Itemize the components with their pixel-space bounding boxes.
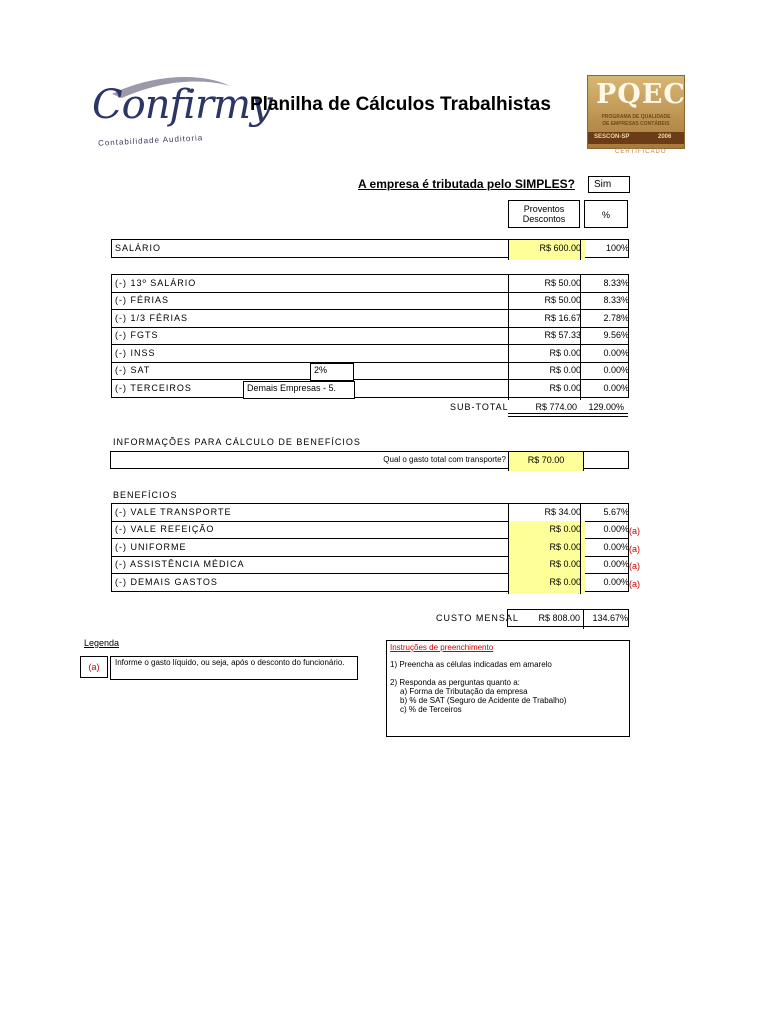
instructions-box <box>386 640 630 737</box>
salario-label: SALÁRIO <box>115 243 162 253</box>
row-value: R$ 50.00 <box>508 275 585 295</box>
logo-subtitle: Contabilidade Auditoria <box>97 133 204 148</box>
row-value-field[interactable]: R$ 0.00 <box>508 521 585 541</box>
table-row <box>112 574 628 591</box>
row-label: (-) VALE TRANSPORTE <box>115 507 232 517</box>
row-value: R$ 0.00 <box>508 380 585 400</box>
badge-panel <box>587 75 685 149</box>
instructions-step-2c: c) % de Terceiros <box>400 705 462 714</box>
info-section-title: INFORMAÇÕES PARA CÁLCULO DE BENEFÍCIOS <box>113 437 361 447</box>
table-row <box>112 556 628 574</box>
subtotal-percent: 129.00% <box>588 402 624 412</box>
row-value: R$ 57.33 <box>508 327 585 347</box>
footnote-tag: (a) <box>629 561 640 571</box>
simples-question: A empresa é tributada pelo SIMPLES? <box>358 177 575 191</box>
page-title: Planilha de Cálculos Trabalhistas <box>250 94 551 115</box>
footnote-tag: (a) <box>629 544 640 554</box>
row-label: (-) 1/3 FÉRIAS <box>115 313 189 323</box>
row-value: R$ 34.00 <box>508 504 585 524</box>
row-label: (-) UNIFORME <box>115 542 187 552</box>
table-row <box>112 292 628 310</box>
row-percent: 0.00% <box>580 362 639 382</box>
table-row <box>112 362 628 380</box>
badge-year: 2006 <box>658 134 672 140</box>
badge-bar <box>588 132 684 144</box>
transport-row <box>110 451 629 469</box>
table-row <box>112 345 628 363</box>
table-row <box>112 310 628 328</box>
row-percent: 0.00% <box>580 539 639 559</box>
badge-org: SESCON-SP <box>594 134 630 140</box>
row-percent: 0.00% <box>580 380 639 400</box>
row-label: (-) INSS <box>115 348 156 358</box>
row-percent: 0.00% <box>580 521 639 541</box>
row-percent: 8.33% <box>580 275 639 295</box>
sat-rate-field[interactable]: 2% <box>310 363 354 381</box>
row-value-field[interactable]: R$ 0.00 <box>508 574 585 594</box>
table-row <box>112 521 628 539</box>
row-value: R$ 0.00 <box>508 345 585 365</box>
row-label: (-) SAT <box>115 365 151 375</box>
row-percent: 8.33% <box>580 292 639 312</box>
custo-mensal-label: CUSTO MENSAL <box>436 613 519 623</box>
encargos-table <box>111 274 629 398</box>
row-percent: 2.78% <box>580 310 639 330</box>
row-percent: 0.00% <box>580 574 639 594</box>
column-header-percent: % <box>584 200 628 228</box>
row-percent: 0.00% <box>580 556 639 576</box>
salario-value[interactable]: R$ 600.00 <box>508 240 585 260</box>
custo-mensal-percent: 134.67% <box>592 613 628 623</box>
beneficios-title: BENEFÍCIOS <box>113 490 178 500</box>
custo-mensal-box <box>507 609 629 627</box>
row-label: (-) VALE REFEIÇÃO <box>115 524 215 534</box>
legenda-title: Legenda <box>84 638 120 648</box>
row-value: R$ 50.00 <box>508 292 585 312</box>
instructions-step-2b: b) % de SAT (Seguro de Acidente de Trabalho) <box>400 696 567 705</box>
salario-table <box>111 239 629 258</box>
subtotal-value: R$ 774.00 <box>535 402 577 412</box>
instructions-step-2a: a) Forma de Tributação da empresa <box>400 687 528 696</box>
row-label: (-) FÉRIAS <box>115 295 169 305</box>
row-percent: 9.56% <box>580 327 639 347</box>
row-label: (-) TERCEIROS <box>115 383 192 393</box>
column-header-proventos-line2: Descontos <box>522 214 566 224</box>
footnote-tag: (a) <box>629 579 640 589</box>
table-row <box>112 504 628 522</box>
row-percent: 5.67% <box>580 504 639 524</box>
badge-footer: CERTIFICADO <box>615 149 667 155</box>
row-percent: 0.00% <box>580 345 639 365</box>
subtotal-label: SUB-TOTAL <box>450 402 509 412</box>
row-label: (-) FGTS <box>115 330 159 340</box>
table-row <box>112 327 628 345</box>
table-row <box>112 275 628 293</box>
legenda-tag: (a) <box>80 656 108 678</box>
certification-badge <box>587 75 686 157</box>
column-header-proventos <box>508 200 580 228</box>
column-header-proventos-line1: Proventos <box>523 204 565 214</box>
simples-answer-field[interactable]: Sim <box>588 176 630 193</box>
salario-percent: 100% <box>580 240 639 260</box>
row-value-field[interactable]: R$ 0.00 <box>508 556 585 576</box>
legenda-text: Informe o gasto líquido, ou seja, após o desconto do funcionário. <box>110 656 358 680</box>
row-label: (-) 13º SALÁRIO <box>115 278 197 288</box>
row-value: R$ 0.00 <box>508 362 585 382</box>
custo-mensal-value: R$ 808.00 <box>508 610 584 629</box>
badge-line-1: PROGRAMA DE QUALIDADE <box>601 114 671 120</box>
transport-question: Qual o gasto total com transporte? <box>383 455 506 464</box>
transport-value-field[interactable]: R$ 70.00 <box>508 452 584 471</box>
terceiros-select[interactable]: Demais Empresas - 5. <box>243 381 355 399</box>
row-value-field[interactable]: R$ 0.00 <box>508 539 585 559</box>
row-label: (-) ASSISTÊNCIA MÉDICA <box>115 559 245 569</box>
subtotal-double-underline <box>508 413 628 417</box>
table-row-salario <box>112 240 628 257</box>
company-logo <box>82 72 272 150</box>
instructions-step-1: 1) Preencha as células indicadas em amarelo <box>390 660 552 669</box>
beneficios-table <box>111 503 629 592</box>
row-label: (-) DEMAIS GASTOS <box>115 577 218 587</box>
footnote-tag: (a) <box>629 526 640 536</box>
table-row <box>112 380 628 397</box>
logo-wordmark: Confirmy <box>92 82 272 128</box>
badge-line-2: DE EMPRESAS CONTÁBEIS <box>602 121 670 127</box>
instructions-step-2: 2) Responda as perguntas quanto a: <box>390 678 520 687</box>
badge-code: PQEC <box>596 79 686 110</box>
instructions-title: Instruções de preenchimento <box>390 643 494 652</box>
table-row <box>112 539 628 557</box>
row-value: R$ 16.67 <box>508 310 585 330</box>
